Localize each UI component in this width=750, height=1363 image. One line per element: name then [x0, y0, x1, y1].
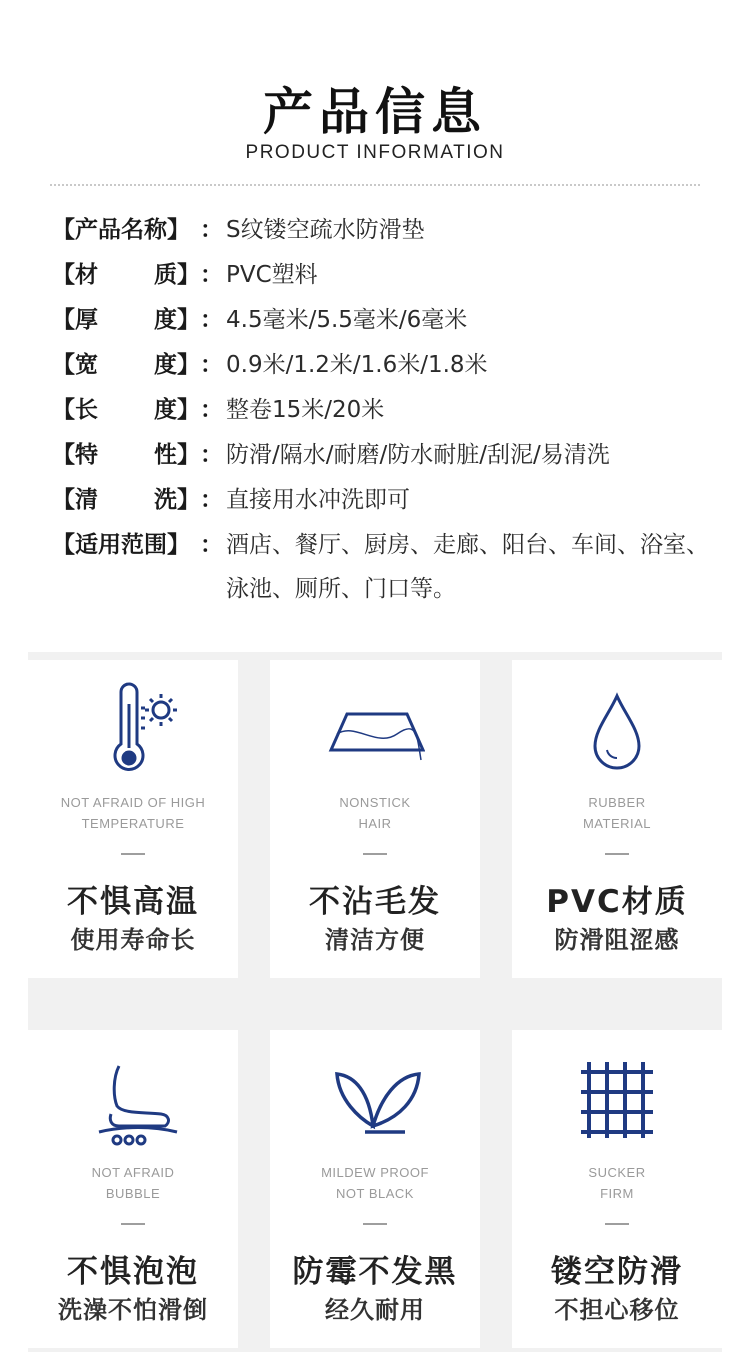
feature-dash: [605, 1223, 629, 1225]
feature-subtitle: 不担心移位: [554, 1296, 680, 1324]
info-row-length: 【长 度】 ： 整卷15米/20米: [52, 393, 712, 438]
feature-card-mildew: [270, 1030, 480, 1348]
info-row-thickness: 【厚 度】 ： 4.5毫米/5.5毫米/6毫米: [52, 303, 712, 348]
feature-en-text: MILDEW PROOF NOT BLACK: [321, 1165, 429, 1201]
feature-subtitle: 经久耐用: [325, 1296, 425, 1324]
water-drop-icon: [567, 678, 667, 778]
feature-subtitle: 使用寿命长: [70, 926, 196, 954]
feature-en-text: RUBBER MATERIAL: [582, 795, 652, 831]
info-row-width: 【宽 度】 ： 0.9米/1.2米/1.6米/1.8米: [52, 348, 712, 393]
hair-mat-icon: [325, 678, 425, 778]
feature-en-text: NOT AFRAID BUBBLE: [91, 1165, 175, 1201]
info-label: 【清 洗】: [52, 487, 200, 513]
feature-en-text: NOT AFRAID OF HIGH TEMPERATURE: [60, 795, 206, 831]
feature-title: 不惧高温: [67, 884, 199, 920]
feature-dash: [363, 1223, 387, 1225]
feature-card-bubble: [28, 1030, 238, 1348]
info-row-cleaning: 【清 洗】 ： 直接用水冲洗即可: [52, 483, 712, 528]
feature-subtitle: 防滑阻涩感: [554, 926, 680, 954]
page-subtitle: PRODUCT INFORMATION: [245, 142, 505, 163]
feature-subtitle: 清洁方便: [325, 926, 425, 954]
leaf-icon: [325, 1048, 425, 1148]
feature-title: 防霉不发黑: [292, 1254, 458, 1290]
feature-title: 不惧泡泡: [67, 1254, 199, 1290]
feature-card-rubber: [512, 660, 722, 978]
product-info-list: [52, 213, 712, 611]
feature-en-text: SUCKER FIRM: [588, 1165, 646, 1201]
feature-title: 镂空防滑: [551, 1254, 683, 1290]
info-value: S纹镂空疏水防滑垫: [226, 217, 425, 243]
feature-card-sucker: [512, 1030, 722, 1348]
grid-mesh-icon: [567, 1048, 667, 1148]
info-row-material: 【材 质】 ： PVC塑料: [52, 258, 712, 303]
feature-dash: [363, 853, 387, 855]
info-value: 防滑/隔水/耐磨/防水耐脏/刮泥/易清洗: [226, 442, 610, 468]
feature-dash: [605, 853, 629, 855]
feature-en-text: NONSTICK HAIR: [339, 795, 411, 831]
feature-card-heat: [28, 660, 238, 978]
info-label: 【宽 度】: [52, 352, 200, 378]
info-value: 直接用水冲洗即可: [226, 487, 410, 513]
feature-dash: [121, 1223, 145, 1225]
info-row-name: 【产品名称】 ： S纹镂空疏水防滑垫: [52, 213, 712, 258]
info-row-scope: 【适用范围】 ： 酒店、餐厅、厨房、走廊、阳台、车间、浴室、泳池、厕所、门口等。: [52, 528, 712, 611]
info-label: 【产品名称】: [52, 217, 190, 243]
feature-subtitle: 洗澡不怕滑倒: [58, 1296, 208, 1324]
info-row-feature: 【特 性】 ： 防滑/隔水/耐磨/防水耐脏/刮泥/易清洗: [52, 438, 712, 483]
foot-bubble-icon: [83, 1048, 183, 1148]
feature-card-hair: [270, 660, 480, 978]
thermometer-sun-icon: [83, 678, 183, 778]
feature-title: PVC材质: [546, 884, 688, 920]
info-value: 整卷15米/20米: [226, 397, 385, 423]
info-label: 【特 性】: [52, 442, 200, 468]
info-label: 【长 度】: [52, 397, 200, 423]
info-value: 0.9米/1.2米/1.6米/1.8米: [226, 352, 488, 378]
info-value: 酒店、餐厅、厨房、走廊、阳台、车间、浴室、泳池、厕所、门口等。: [226, 532, 709, 602]
feature-dash: [121, 853, 145, 855]
info-label: 【适用范围】: [52, 532, 190, 558]
info-value: 4.5毫米/5.5毫米/6毫米: [226, 307, 468, 333]
page-title: 产品信息: [263, 83, 487, 141]
feature-title: 不沾毛发: [309, 884, 441, 920]
info-label: 【厚 度】: [52, 307, 200, 333]
info-value: PVC塑料: [226, 262, 318, 288]
dotted-divider: [50, 184, 700, 186]
info-label: 【材 质】: [52, 262, 200, 288]
